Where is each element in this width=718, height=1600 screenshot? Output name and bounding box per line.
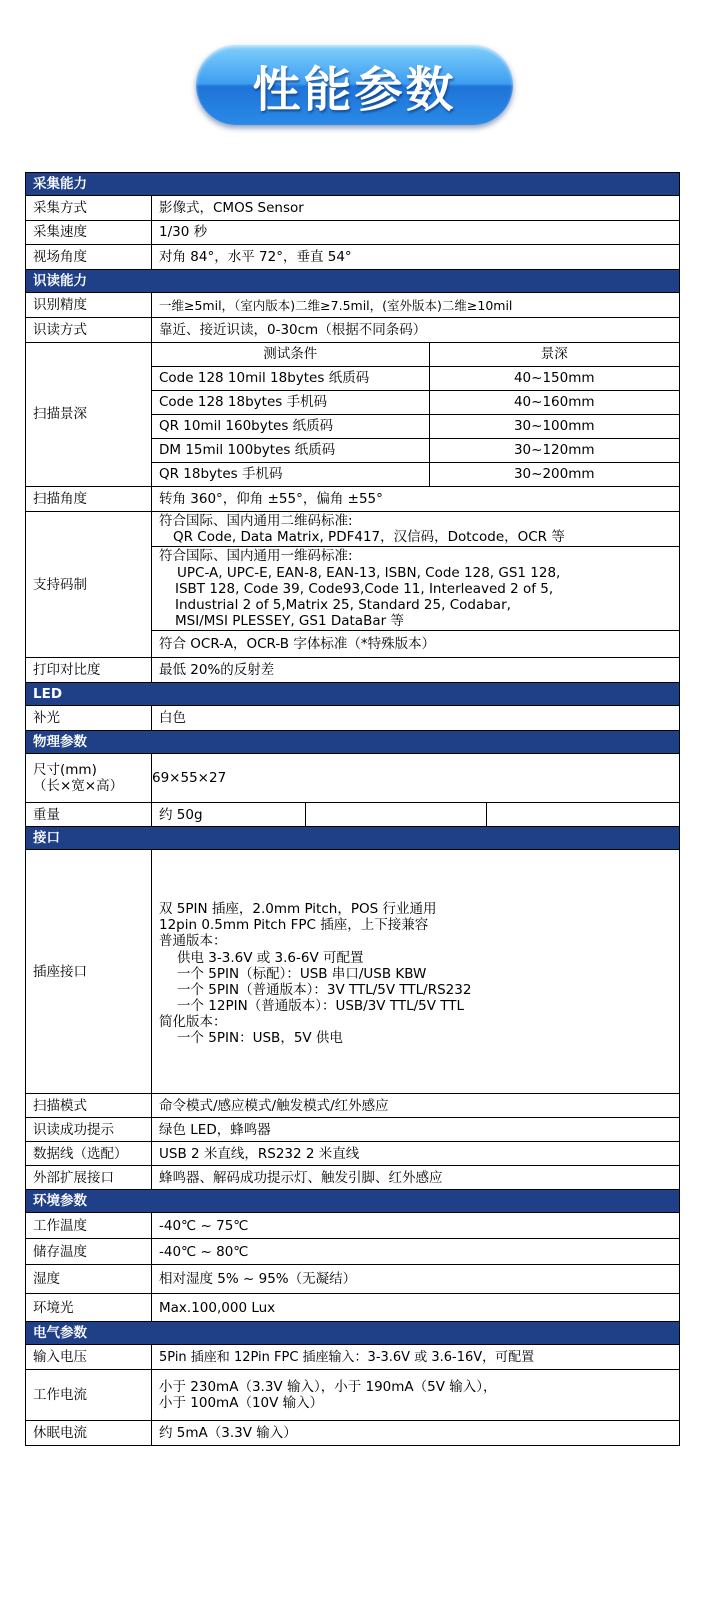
socket-block [152, 850, 680, 1094]
row-label: 环境光 [26, 1294, 152, 1322]
row-label: 识别精度 [26, 293, 152, 318]
page-title: 性能参数 [252, 61, 457, 118]
symbology-cell [152, 512, 680, 658]
symbology-2d-list: QR Code, Data Matrix, PDF417，汉信码，Dotcode，OCR 等 [173, 529, 565, 546]
symbology-1d-line: MSI/MSI PLESSEY, GS1 DataBar 等 [175, 613, 404, 630]
row-value: 约 5mA（3.3V 输入） [152, 1421, 680, 1446]
size-label [26, 754, 152, 803]
socket-line: 供电 3-3.6V 或 3.6-6V 可配置 [177, 949, 364, 966]
row-value: USB 2 米直线，RS232 2 米直线 [152, 1142, 680, 1166]
socket-line: 一个 5PIN（标配）：USB 串口/USB KBW [177, 965, 427, 982]
row-label: 工作电流 [26, 1370, 152, 1421]
symbology-1d-block [152, 547, 679, 631]
weight-value: 约 50g [152, 803, 305, 826]
symbology-2d-title: 符合国际、国内通用二维码标准: [159, 513, 353, 529]
row-value: 转角 360°，仰角 ±55°，偏角 ±55° [152, 487, 680, 512]
row-value: Max.100,000 Lux [152, 1294, 680, 1322]
socket-line: 12pin 0.5mm Pitch FPC 插座，上下接兼容 [159, 917, 429, 934]
symbology-table [152, 512, 679, 657]
spec-table [25, 172, 680, 1446]
row-label: 扫描景深 [26, 343, 152, 487]
row-label: 外部扩展接口 [26, 1166, 152, 1190]
symbology-2d-block [152, 512, 679, 547]
symbology-1d-title: 符合国际、国内通用一维码标准: [159, 548, 353, 565]
section-header-environment: 环境参数 [26, 1190, 680, 1213]
depth-range: 30~100mm [429, 415, 679, 439]
row-value: -40℃ ~ 80℃ [152, 1239, 680, 1265]
depth-condition: Code 128 18bytes 手机码 [152, 391, 429, 415]
size-label-line: 尺寸(mm) [33, 762, 97, 779]
socket-line: 双 5PIN 插座，2.0mm Pitch，POS 行业通用 [159, 900, 437, 917]
row-label: 识读成功提示 [26, 1118, 152, 1142]
socket-line: 一个 5PIN：USB，5V 供电 [177, 1030, 343, 1047]
section-header-read: 识读能力 [26, 270, 680, 293]
row-value: 蜂鸣器、解码成功提示灯、触发引脚、红外感应 [152, 1166, 680, 1190]
row-label: 重量 [26, 803, 152, 827]
depth-range: 40~150mm [429, 367, 679, 391]
row-value: 影像式，CMOS Sensor [152, 196, 680, 221]
row-value: 命令模式/感应模式/触发模式/红外感应 [152, 1094, 680, 1118]
row-label: 扫描角度 [26, 487, 152, 512]
row-label: 数据线（选配） [26, 1142, 152, 1166]
row-label: 识读方式 [26, 318, 152, 343]
section-header-interface: 接口 [26, 827, 680, 850]
section-header-led: LED [26, 683, 680, 706]
row-value: 1/30 秒 [152, 221, 680, 245]
section-header-electrical: 电气参数 [26, 1322, 680, 1345]
row-label: 支持码制 [26, 512, 152, 658]
symbology-ocr: 符合 OCR-A，OCR-B 字体标准（*特殊版本） [152, 631, 679, 658]
depth-of-field-table [152, 343, 679, 486]
title-banner [196, 45, 513, 125]
weight-cell [152, 803, 680, 827]
row-value: -40℃ ~ 75℃ [152, 1213, 680, 1239]
symbology-1d-line: UPC-A, UPC-E, EAN-8, EAN-13, ISBN, Code 128, GS1 128, [177, 564, 561, 581]
empty-cell [305, 803, 486, 826]
socket-line: 普通版本： [159, 933, 227, 950]
socket-line: 一个 12PIN（普通版本）：USB/3V TTL/5V TTL [177, 998, 465, 1015]
depth-header-condition: 测试条件 [152, 343, 429, 367]
row-value: 靠近、接近识读，0-30cm（根据不同条码） [152, 318, 680, 343]
row-label: 扫描模式 [26, 1094, 152, 1118]
row-label: 采集方式 [26, 196, 152, 221]
row-value: 最低 20%的反射差 [152, 658, 680, 683]
symbology-1d-line: ISBT 128, Code 39, Code93,Code 11, Interleaved 2 of 5, [175, 580, 554, 597]
row-label: 视场角度 [26, 245, 152, 270]
row-label: 工作温度 [26, 1213, 152, 1239]
row-value: 一维≥5mil，（室内版本)二维≥7.5mil，(室外版本)二维≥10mil [152, 293, 680, 318]
row-label: 采集速度 [26, 221, 152, 245]
depth-cell [152, 343, 680, 487]
section-header-physical: 物理参数 [26, 731, 680, 754]
depth-condition: Code 128 10mil 18bytes 纸质码 [152, 367, 429, 391]
depth-condition: QR 10mil 160bytes 纸质码 [152, 415, 429, 439]
depth-header-range: 景深 [429, 343, 679, 367]
depth-condition: QR 18bytes 手机码 [152, 463, 429, 487]
depth-condition: DM 15mil 100bytes 纸质码 [152, 439, 429, 463]
row-value: 绿色 LED，蜂鸣器 [152, 1118, 680, 1142]
empty-cell [486, 803, 679, 826]
row-label: 打印对比度 [26, 658, 152, 683]
depth-range: 30~200mm [429, 463, 679, 487]
row-label: 输入电压 [26, 1345, 152, 1370]
section-header-capture: 采集能力 [26, 173, 680, 196]
row-label: 湿度 [26, 1265, 152, 1294]
row-value: 相对湿度 5% ~ 95%（无凝结） [152, 1265, 680, 1294]
current-line: 小于 100mA（10V 输入） [159, 1395, 324, 1412]
row-label: 插座接口 [26, 850, 152, 1094]
row-label: 休眠电流 [26, 1421, 152, 1446]
row-value: 白色 [152, 706, 680, 731]
row-value: 5Pin 插座和 12Pin FPC 插座输入：3-3.6V 或 3.6-16V，可配置 [152, 1345, 680, 1370]
socket-line: 一个 5PIN（普通版本）：3V TTL/5V TTL/RS232 [177, 981, 472, 998]
size-label-line: （长×宽×高） [33, 778, 124, 795]
weight-table [152, 803, 679, 826]
row-value: 对角 84°，水平 72°，垂直 54° [152, 245, 680, 270]
current-line: 小于 230mA（3.3V 输入），小于 190mA（5V 输入）， [159, 1379, 497, 1396]
row-value: 69×55×27 [152, 754, 680, 803]
current-block [152, 1370, 680, 1421]
depth-range: 30~120mm [429, 439, 679, 463]
depth-range: 40~160mm [429, 391, 679, 415]
row-label: 储存温度 [26, 1239, 152, 1265]
socket-line: 简化版本： [159, 1014, 227, 1031]
symbology-1d-line: Industrial 2 of 5,Matrix 25, Standard 25, Codabar, [175, 596, 511, 613]
row-label: 补光 [26, 706, 152, 731]
